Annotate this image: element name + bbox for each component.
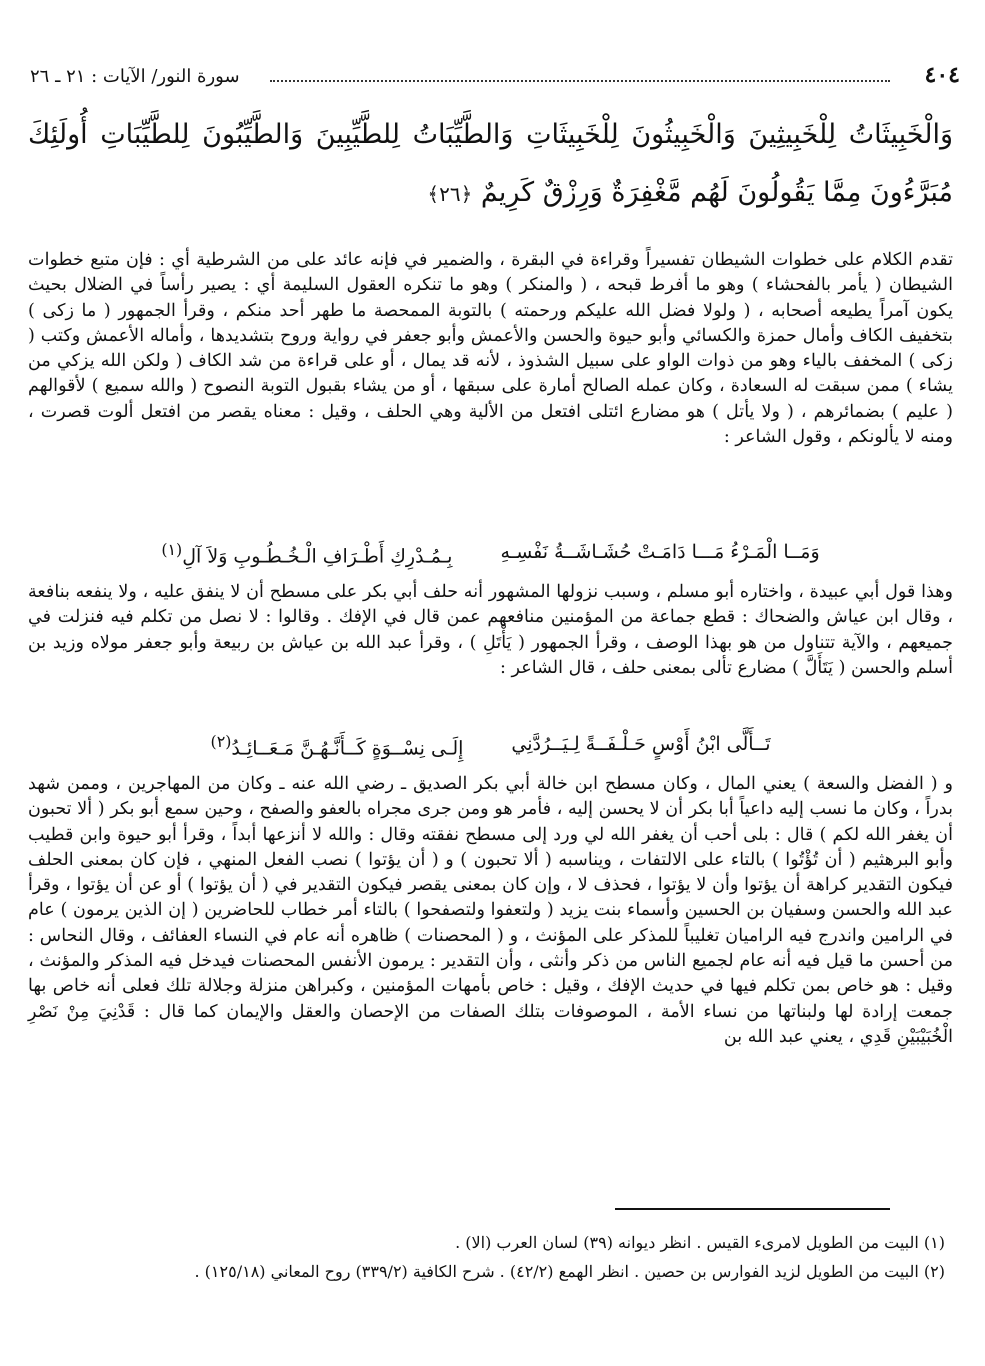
footnote-separator — [615, 1208, 890, 1210]
poem-2-first-half: تَــأَلَّى ابْنُ أَوْسٍ حَـلْـفَــةً لِـيَــرُدَّنِي — [511, 733, 771, 756]
poem-line-1 — [28, 526, 953, 580]
poem-2-second-half-text: إِلَـى نِسْــوَةٍ كَــأَنَّـهُـنَّ مَـعَــائِـدُ — [231, 737, 464, 760]
page-header — [30, 62, 960, 92]
poem-1-second-half — [161, 537, 452, 570]
verse-marker: ﴿٢٦﴾ — [427, 182, 473, 206]
commentary-body — [28, 248, 953, 1050]
poem-1-second-half-text: بِـمُـدْرِكِ أَطْـرَافِ الْـخُـطُـوبِ وَلاَ آلِ — [182, 545, 453, 568]
surah-info: سورة النور/ الآيات : ٢١ ـ ٢٦ — [30, 66, 240, 87]
poem-2-second-half — [211, 729, 464, 762]
header-dotted-line — [270, 80, 890, 82]
page-number: ٤٠٤ — [924, 62, 960, 88]
poem-line-2 — [28, 718, 953, 772]
footnotes — [45, 1228, 945, 1286]
paragraph-1: تقدم الكلام على خطوات الشيطان تفسيراً وقراءة في البقرة ، والضمير في فإنه عائد على من الشرطية أي : فإن متبع خطوات الشيطان ( يأمر بالفحشاء ) وهو ما أفرط قبحه ، ( والمنكر ) وهو ما تنكره العقول السليمة أي : يصير رأساً في الضلال بحيث يكون آمراً يطيعه أصحابه ، ( ولولا فضل الله عليكم ورحمته ) بالتوبة الممحصة ما طهر أحد منكم ، وقرأ الجمهور ( ما زكى ) بتخفيف الكاف وأمال حمزة والكسائي وأبو حيوة والحسن والأعمش وأبو جعفر في رواية وروح بتشديدها ، وأماله الأعمش وكتب ( زكى ) المخفف بالياء وهو من ذوات الواو على سبيل الشذوذ ، لأنه قد يمال ، أو على قراءة من شد الكاف ( ولكن الله يزكي من يشاء ) ممن سبقت له السعادة ، وكان عمله الصالح أمارة على سبقها ، أو من يشاء بقبول التوبة النصوح ( والله سميع ) لأقوالهم ( عليم ) بضمائرهم ، ( ولا يأتل ) هو مضارع ائتلى افتعل من الألية وهي الحلف ، وقيل : معناه يقصر من افتعل ألوت قصرت ، ومنه لا يألونكم ، وقول الشاعر : — [28, 250, 954, 448]
footnote-1: (١) البيت من الطويل لامرىء القيس . انظر ديوانه (٣٩) لسان العرب (الا) . — [455, 1233, 945, 1252]
footnote-2: (٢) البيت من الطويل لزيد الفوارس بن حصين . انظر الهمع (٤٢/٢) . شرح الكافية (٣٣٩/٢) روح المعاني (١٢٥/١٨) . — [194, 1262, 945, 1281]
quran-verse — [28, 106, 953, 223]
paragraph-2: وهذا قول أبي عبيدة ، واختاره أبو مسلم ، وسبب نزولها المشهور أنه حلف أبي بكر على مسطح أن لا ينفق عليه ، ولا ينفعه بنافعة ، وقال ابن عياش والضحاك : قطع جماعة من المؤمنين منافعهم عمن قال في الإفك . وقالوا : لا نصل من تكلم فيه فنزلت في جميعهم ، والآية تتناول من هو بهذا الوصف ، وقرأ الجمهور ( يَأْتَلِ ) ، وقرأ عبد الله بن عياش بن ربيعة وأبو جعفر مولاه وزيد بن أسلم والحسن ( يَتَأَلَّ ) مضارع تألى بمعنى حلف ، قال الشاعر : — [28, 582, 953, 678]
paragraph-3: و ( الفضل والسعة ) يعني المال ، وكان مسطح ابن خالة أبي بكر الصديق ـ رضي الله عنه ـ وكان من المهاجرين ، وممن شهد بدراً ، وكان ما نسب إليه داعياً أبا بكر أن لا يحسن إليه ، فأمر هو ومن جرى مجراه بالعفو والصفح ، وحين سمع أبو بكر ( ألا تحبون أن يغفر الله لكم ) قال : بلى أحب أن يغفر الله لي ورد إلى مسطح نفقته وقال : والله لا أنزعها أبداً ، وقرأ أبو حيوة وابن قطيب وأبو البرهثيم ( أن تُؤْتُوا ) بالتاء على الالتفات ، ويناسبه ( ألا تحبون ) و ( أن يؤتوا ) نصب الفعل المنهي ، فإن كان بمعنى الحلف فيكون التقدير كراهة أن يؤتوا وأن لا يؤتوا ، فحذف لا ، وإن كان بمعنى يقصر فيكون التقدير في ( أن يؤتوا ) أو عن أن يؤتوا ، وقرأ عبد الله والحسن وسفيان بن الحسين وأسماء بنت يزيد ( ولتعفوا ولتصفحوا ) بالتاء أمر خطاب للحاضرين ( إن الذين يرمون ) عام في الرامين واندرج فيه الراميان تغليباً للمذكر على المؤنث ، و ( المحصنات ) ظاهره أنه عام في النساء العفائف ، وقال النحاس : من أحسن ما قيل فيه أنه عام لجميع الناس من ذكر وأنثى ، وأن التقدير : يرمون الأنفس المحصنات فيدخل فيه المذكر والمؤنث ، وقيل : هو خاص بمن تكلم فيها في حديث الإفك ، وقيل : خاص بأمهات المؤمنين ، وكبراهن منزلة وجلالة تلك فعلى أنه خاص بها جمعت إرادة لها ولبناتها من نساء الأمة ، الموصوفات بتلك الصفات من الإحصان والعقل والإيمان كما قال : قَدْنِيَ مِنْ نَصْرِ الْخُبَيْبَيْنِ قَدِي ، يعني عبد الله بن — [28, 774, 953, 1047]
footnote-ref-2: (٢) — [210, 731, 232, 751]
poem-1-first-half: وَمَــا الْمَـرْءُ مَـــا دَامَـتْ حُشَـاشَــةُ نَفْسِـهِ — [500, 541, 820, 564]
verse-text: وَالْخَبِيثَاتُ لِلْخَبِيثِينَ وَالْخَبِيثُونَ لِلْخَبِيثَاتِ وَالطَّيِّبَاتُ لِلطَّيِّبِينَ وَالطَّيِّبُونَ لِلطَّيِّبَاتِ أُولَئِكَ مُبَرَّءُونَ مِمَّا يَقُولُونَ لَهُم مَّغْفِرَةٌ وَرِزْقٌ كَرِيمٌ — [28, 119, 953, 208]
footnote-ref-1: (١) — [161, 539, 183, 559]
